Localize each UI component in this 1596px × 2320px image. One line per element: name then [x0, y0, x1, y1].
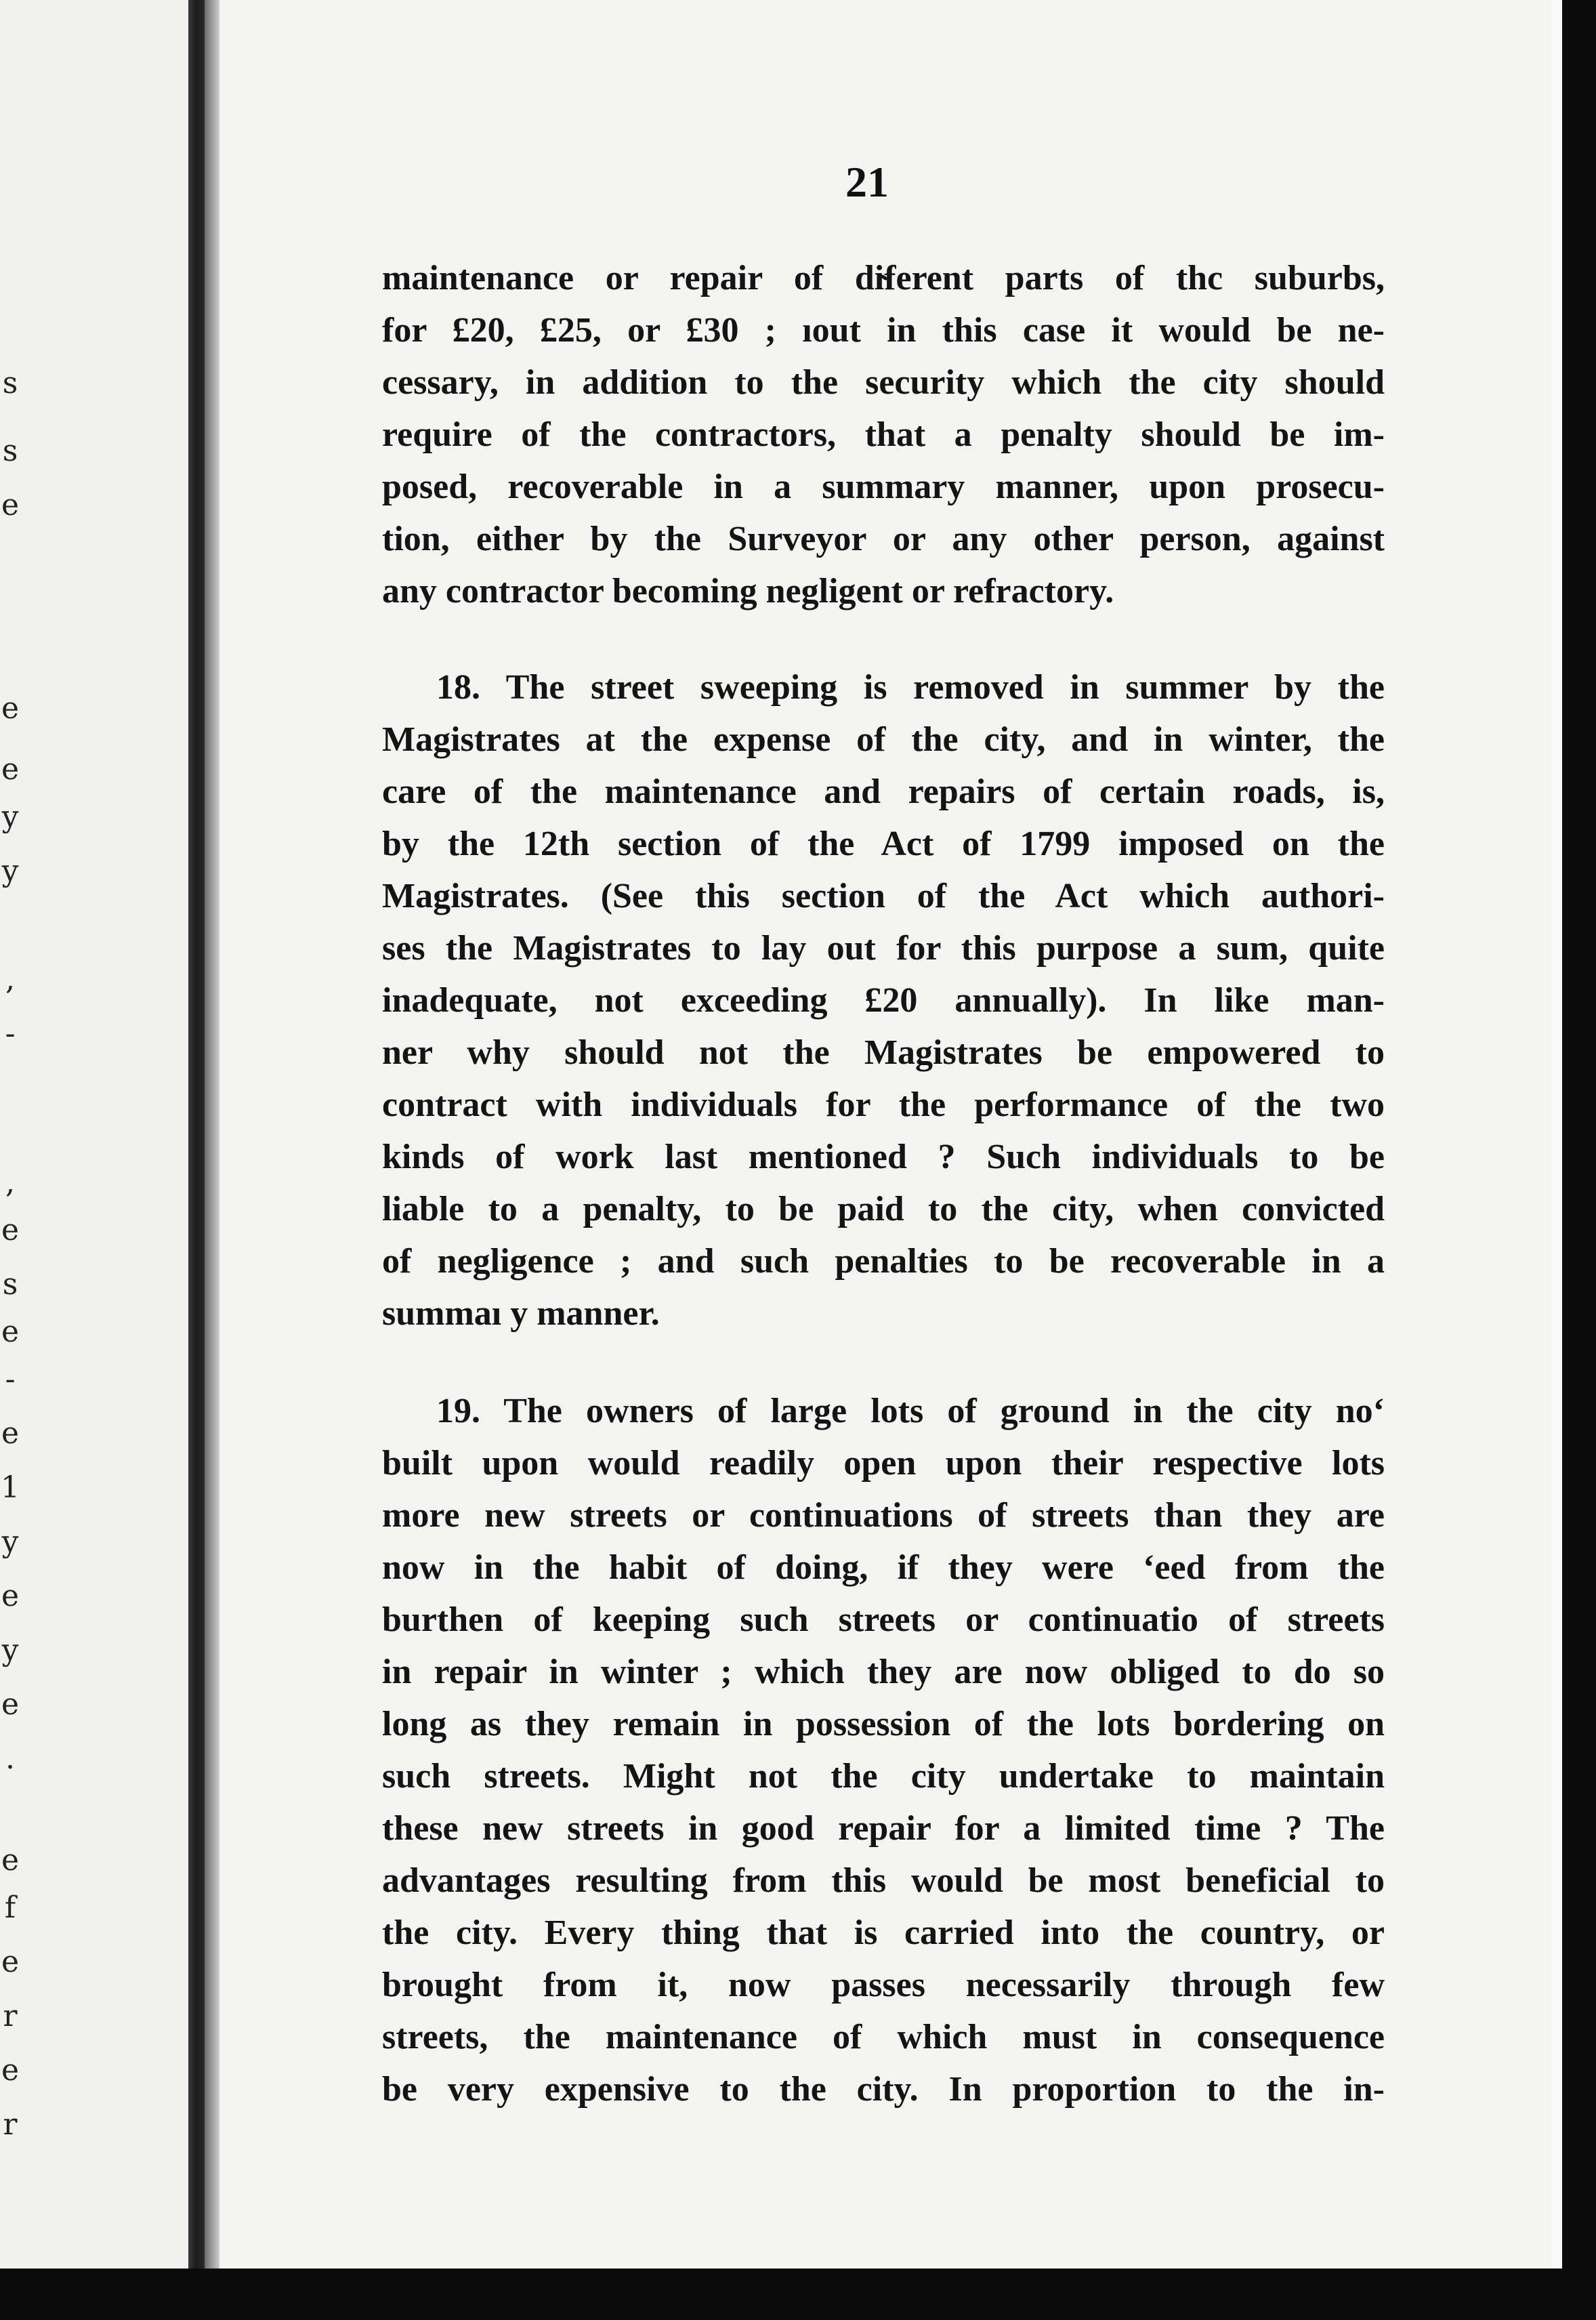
- facing-page-char: r: [3, 1999, 18, 2033]
- text-line: kinds of work last mentioned ? Such individuals to be: [382, 1138, 1385, 1176]
- text-line: Magistrates. (See this section of the Act which authori-: [382, 877, 1385, 915]
- text-line: Magistrates at the expense of the city, and in winter, the: [382, 720, 1385, 759]
- facing-page-char: e: [1, 1213, 20, 1247]
- text-line: inadequate, not exceeding £20 annually). In like man-: [382, 981, 1385, 1020]
- text-line: in repair in winter ; which they are now obliged to do so: [382, 1653, 1385, 1691]
- text-line: liable to a penalty, to be paid to the city, when convicted: [382, 1190, 1385, 1228]
- text-line: maintenance or repair of di̴ferent parts of thc suburbs,: [382, 259, 1385, 297]
- facing-page-char: e: [1, 2053, 20, 2088]
- book-gutter-highlight: [205, 0, 219, 2297]
- facing-page-char: e: [1, 1687, 20, 1722]
- page-number: 21: [845, 158, 889, 206]
- text-line: advantages resulting from this would be most beneficial to: [382, 1861, 1385, 1900]
- text-line: any contractor becoming negligent or refractory.: [382, 572, 1114, 610]
- facing-page-char: y: [1, 854, 19, 888]
- facing-page-char: y: [1, 800, 19, 834]
- text-line: now in the habit of doing, if they were ʻeed from the: [382, 1548, 1385, 1587]
- text-line: care of the maintenance and repairs of certain roads, is,: [382, 772, 1385, 811]
- paragraph-19: [382, 1385, 1385, 2115]
- scan-border-bottom: [0, 2269, 1596, 2320]
- facing-page-char: e: [1, 1945, 20, 1979]
- text-line: built upon would readily open upon their respective lots: [382, 1444, 1385, 1483]
- facing-page-char: -: [5, 1016, 16, 1051]
- facing-page-char: ,: [5, 1165, 15, 1200]
- text-line: posed, recoverable in a summary manner, upon prosecu-: [382, 468, 1385, 506]
- text-line: long as they remain in possession of the lots bordering on: [382, 1705, 1385, 1743]
- text-line: ses the Magistrates to lay out for this purpose a sum, quite: [382, 929, 1385, 968]
- text-line: for £20, £25, or £30 ; ıout in this case it would be ne-: [382, 311, 1385, 350]
- facing-page-char: ,: [5, 962, 15, 997]
- text-line: such streets. Might not the city undertake to maintain: [382, 1757, 1385, 1796]
- facing-page-char: 1: [1, 1470, 20, 1505]
- paragraph-continuation: [382, 252, 1385, 617]
- text-line: ner why should not the Magistrates be empowered to: [382, 1033, 1385, 1072]
- page-right-edge: [1551, 0, 1562, 2269]
- facing-page-char: e: [1, 1314, 20, 1349]
- book-gutter-shadow: [188, 0, 205, 2297]
- text-line: more new streets or continuations of streets than they are: [382, 1496, 1385, 1535]
- facing-page-char: s: [2, 434, 18, 468]
- text-line: tion, either by the Surveyor or any other person, against: [382, 520, 1385, 558]
- text-line: be very expensive to the city. In proportion to the in-: [382, 2070, 1385, 2109]
- text-line: 19. The owners of large lots of ground in the city noʻ: [436, 1392, 1385, 1430]
- text-line: require of the contractors, that a penalty should be im-: [382, 415, 1385, 454]
- facing-page-char: e: [1, 1416, 20, 1451]
- facing-page-edge: [0, 0, 188, 2297]
- text-line: contract with individuals for the performance of the two: [382, 1085, 1385, 1124]
- text-line: cessary, in addition to the security which the city should: [382, 363, 1385, 402]
- text-line: 18. The street sweeping is removed in summer by the: [436, 668, 1385, 707]
- text-line: the city. Every thing that is carried into the country, or: [382, 1913, 1385, 1952]
- facing-page-char: -: [5, 1362, 16, 1396]
- facing-page-char: e: [1, 691, 20, 726]
- facing-page-char: y: [1, 1525, 19, 1559]
- text-line: of negligence ; and such penalties to be recoverable in a: [382, 1242, 1385, 1281]
- facing-page-char: f: [4, 1890, 16, 1925]
- facing-page-char: y: [1, 1633, 19, 1668]
- paragraph-18: [382, 661, 1385, 1340]
- text-line: summaı y manner.: [382, 1294, 660, 1333]
- facing-page-char: e: [1, 752, 20, 787]
- scan-border-right: [1562, 0, 1596, 2320]
- text-line: these new streets in good repair for a limited time ? The: [382, 1809, 1385, 1848]
- text-line: by the 12th section of the Act of 1799 imposed on the: [382, 825, 1385, 863]
- facing-page-char: s: [2, 366, 18, 400]
- text-line: brought from it, now passes necessarily through few: [382, 1966, 1385, 2004]
- facing-page-char: r: [3, 2107, 18, 2142]
- facing-page-char: e: [1, 1843, 20, 1878]
- text-line: streets, the maintenance of which must in consequence: [382, 2018, 1385, 2056]
- facing-page-char: s: [2, 1267, 18, 1302]
- text-line: burthen of keeping such streets or continuatio of streets: [382, 1600, 1385, 1639]
- facing-page-char: .: [5, 1741, 15, 1776]
- facing-page-char: e: [1, 488, 20, 522]
- facing-page-char: e: [1, 1579, 20, 1613]
